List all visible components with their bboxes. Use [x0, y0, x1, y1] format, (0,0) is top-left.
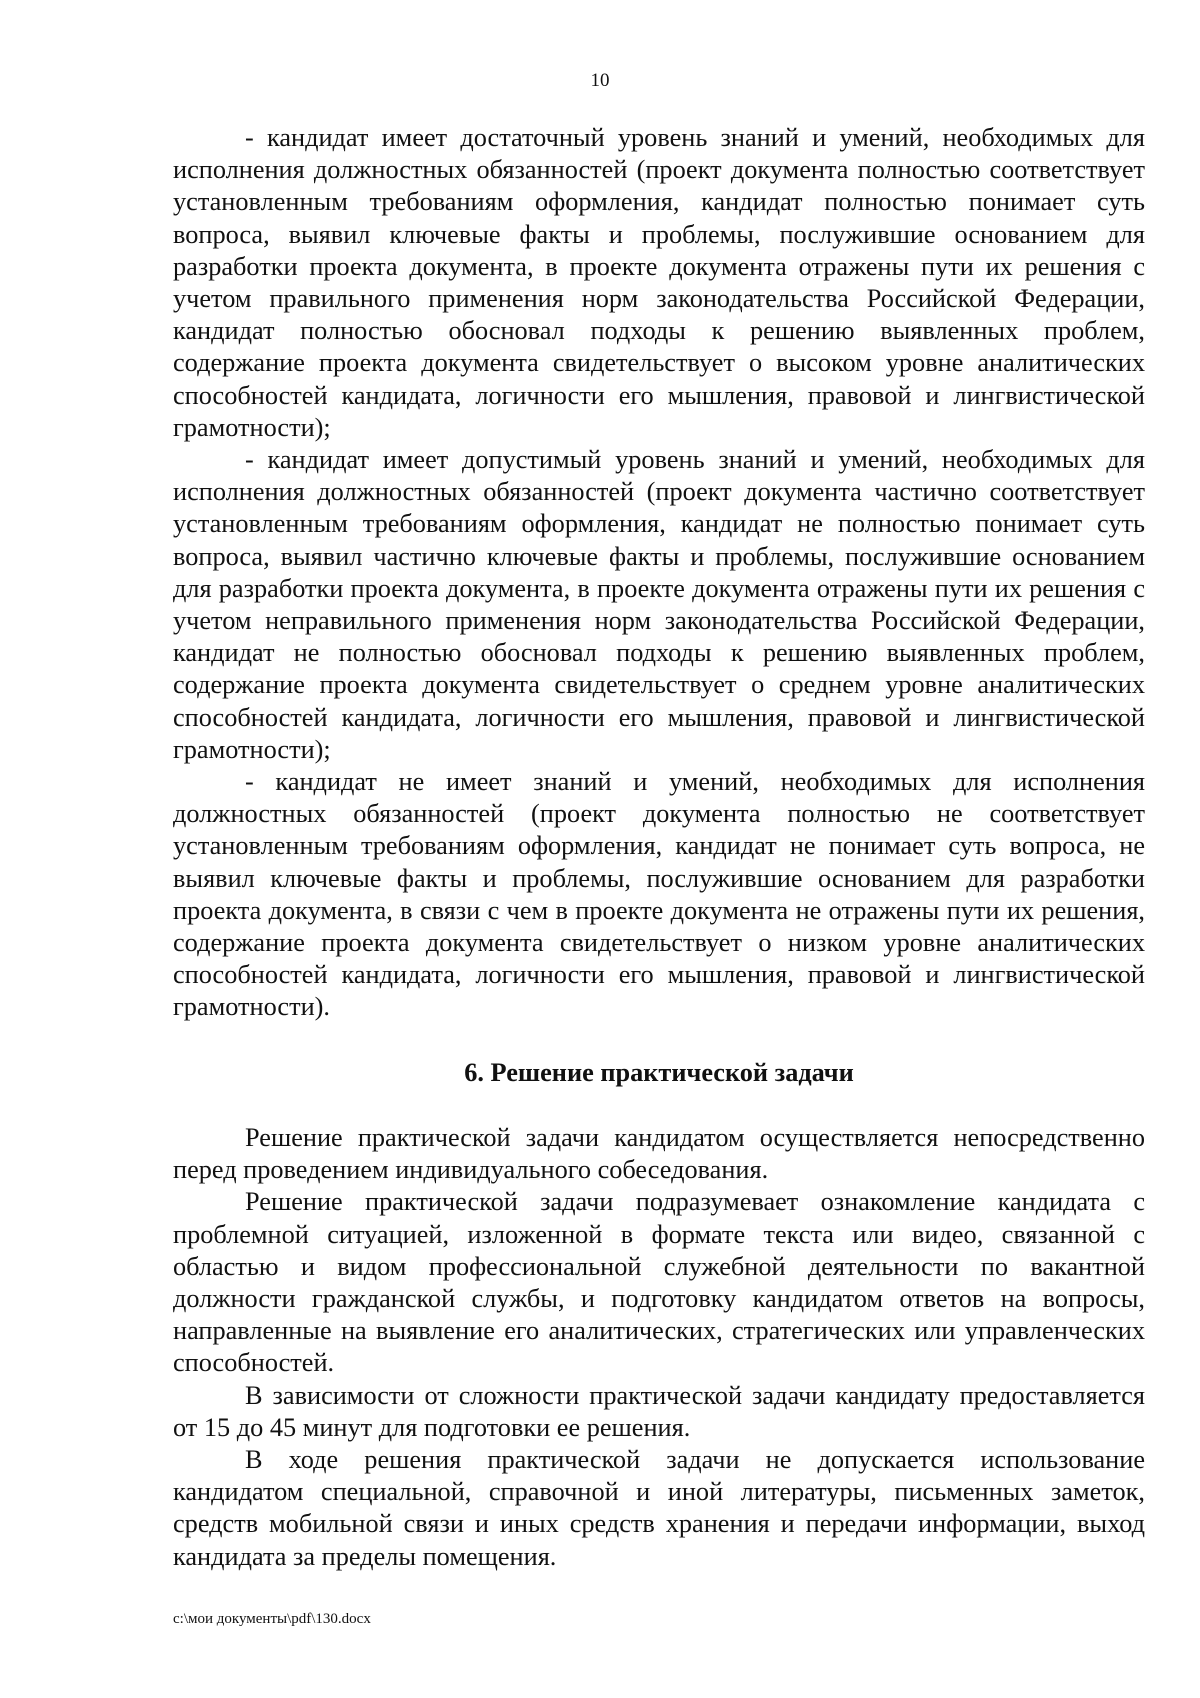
- paragraph-criteria-insufficient: - кандидат не имеет знаний и умений, необходимых для исполнения должностных обязанностей (проект документа полностью не соответствует установленным требованиям оформления, кандидат не понимает суть вопроса, не выявил ключевые факты и проблемы, послужившие основанием для разработки проекта документа, в связи с чем в проекте документа не отражены пути их решения, содержание проекта документа свидетельствует о низком уровне аналитических способностей кандидата, логичности его мышления, правовой и лингвистической грамотности).: [173, 767, 1145, 1022]
- section-heading: 6. Решение практической задачи: [464, 1057, 854, 1087]
- paragraph-task-duration: В зависимости от сложности практической задачи кандидату предоставляется от 15 до 45 минут для подготовки ее решения.: [173, 1380, 1145, 1442]
- paragraph-task-restrictions: В ходе решения практической задачи не допускается использование кандидатом специальной, справочной и иной литературы, письменных заметок, средств мобильной связи и иных средств хранения и передачи информации, выход кандидата за пределы помещения.: [173, 1444, 1145, 1571]
- footer-file-path: c:\мои документы\pdf\130.docx: [173, 1611, 371, 1627]
- paragraph-task-description: Решение практической задачи подразумевает ознакомление кандидата с проблемной ситуацией, изложенной в формате текста или видео, связанной с областью и видом профессиональной служебной деятельности по вакантной должности гражданской службы, и подготовку кандидатом ответов на вопросы, направленные на выявление его аналитических, стратегических или управленческих способностей.: [173, 1187, 1145, 1378]
- paragraph-criteria-sufficient: - кандидат имеет достаточный уровень знаний и умений, необходимых для исполнения должностных обязанностей (проект документа полностью соответствует установленным требованиям оформления, кандидат полностью понимает суть вопроса, выявил ключевые факты и проблемы, послужившие основанием для разработки проекта документа, в проекте документа отражены пути их решения с учетом правильного применения норм законодательства Российской Федерации, кандидат полностью обосновал подходы к решению выявленных проблем, содержание проекта документа свидетельствует о высоком уровне аналитических способностей кандидата, логичности его мышления, правовой и лингвистической грамотности);: [173, 123, 1145, 442]
- paragraph-criteria-acceptable: - кандидат имеет допустимый уровень знаний и умений, необходимых для исполнения должностных обязанностей (проект документа частично соответствует установленным требованиям оформления, кандидат не полностью понимает суть вопроса, выявил частично ключевые факты и проблемы, послужившие основанием для разработки проекта документа, в проекте документа отражены пути их решения с учетом неправильного применения норм законодательства Российской Федерации, кандидат не полностью обосновал подходы к решению выявленных проблем, содержание проекта документа свидетельствует о среднем уровне аналитических способностей кандидата, логичности его мышления, правовой и лингвистической грамотности);: [173, 445, 1145, 764]
- document-body: [173, 122, 1145, 1573]
- paragraph-task-timing: Решение практической задачи кандидатом осуществляется непосредственно перед проведением индивидуального собеседования.: [173, 1122, 1145, 1185]
- page-number: 10: [590, 70, 610, 91]
